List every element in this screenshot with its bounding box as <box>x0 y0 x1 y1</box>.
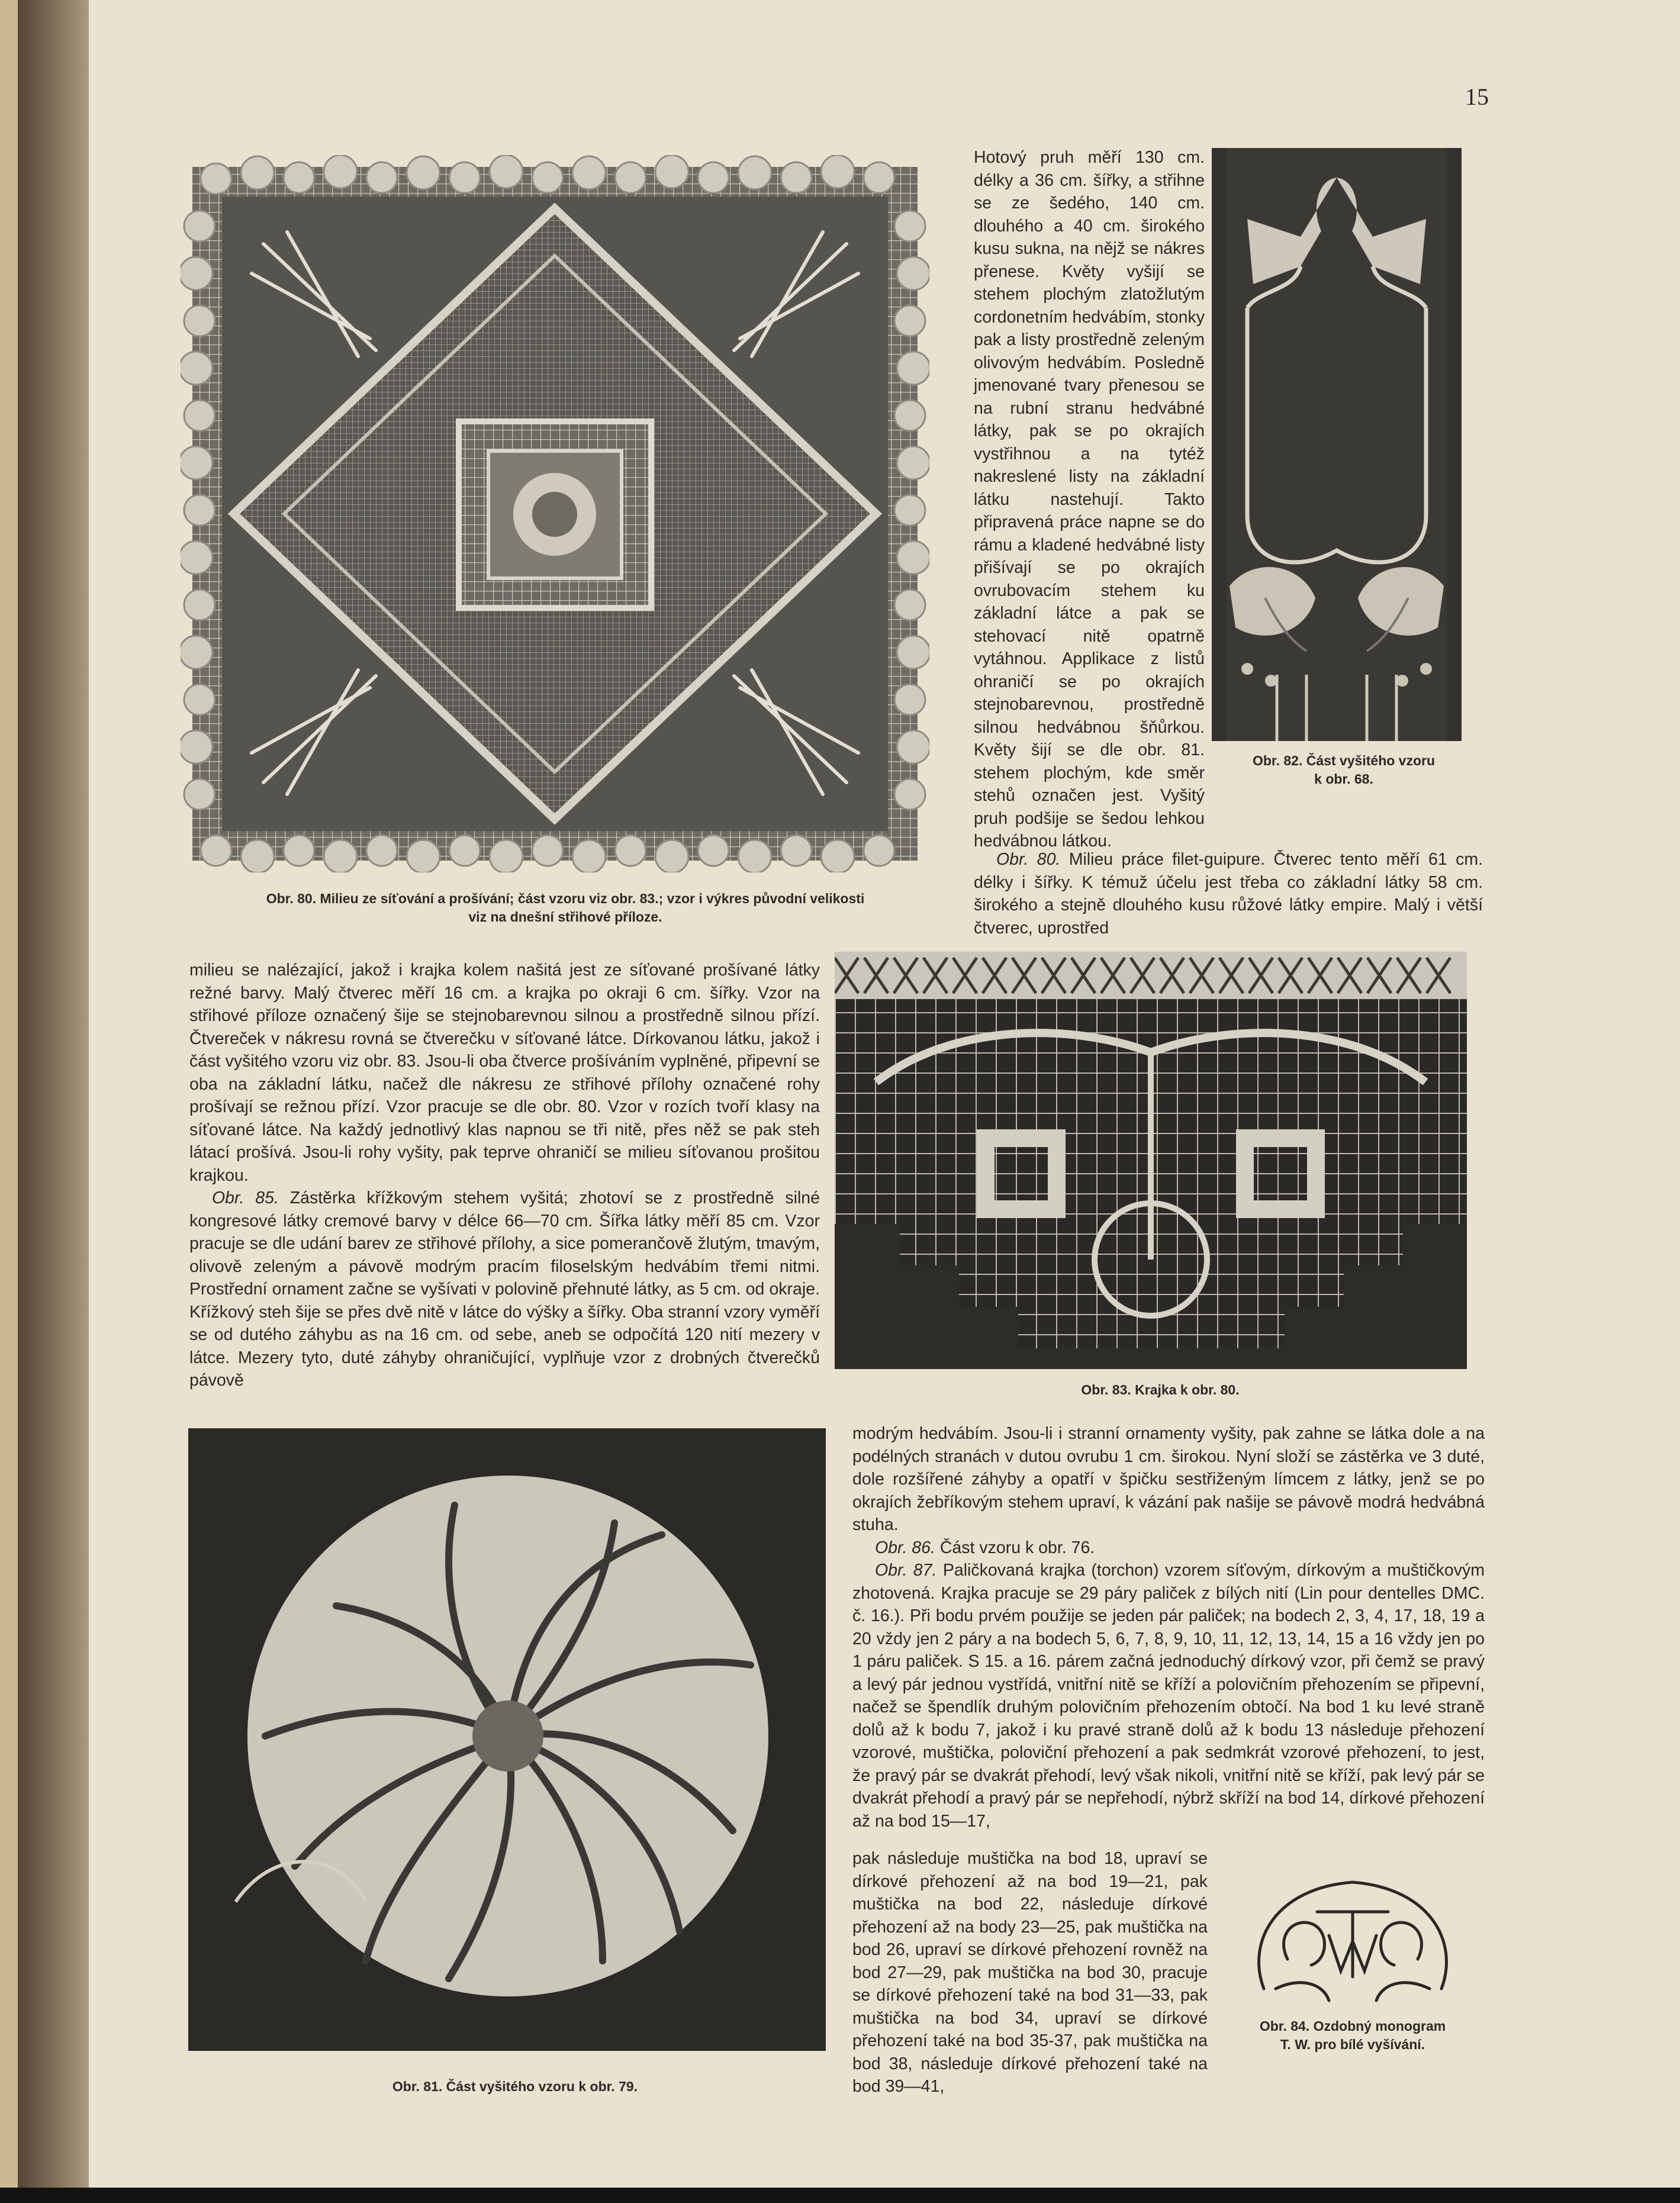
text-obr80 <box>974 848 1483 939</box>
text-block-2 <box>189 959 820 1392</box>
lace-photo <box>835 952 1467 1369</box>
figure-84-caption-line1: Obr. 84. Ozdobný monogram <box>1259 2018 1446 2034</box>
obr85-label: Obr. 85. <box>212 1189 279 1207</box>
figure-81-caption <box>308 2078 722 2096</box>
figure-80-caption <box>181 890 950 926</box>
obr87-label: Obr. 87. <box>875 1561 937 1580</box>
figure-83-caption-text: Obr. 83. Krajka k obr. 80. <box>1081 1382 1240 1397</box>
figure-84-monogram <box>1240 1870 1465 2012</box>
figure-81-embroidered-flower <box>188 1428 826 2051</box>
obr86-label: Obr. 86. <box>875 1538 935 1557</box>
figure-82-caption-line2: k obr. 68. <box>1314 771 1373 787</box>
paragraph-modrym: modrým hedvábím. Jsou-li i stranní ornamenty vyšity, pak zahne se látka dole a na podélných stranách v dutou ovrubu 1 cm. širokou. Nyní složí se zástěrka ve 3 duté, dole rozšířené záhyby a opatří v špičku sestřiženým límcem z látky, jenž se po okrajích žebříkovým stehem upraví, k vázání pak našije se pávově modrá hedvábná stuha. <box>852 1424 1485 1534</box>
figure-80-milieu <box>181 155 929 872</box>
figure-82-embroidered-band <box>1212 148 1462 741</box>
figure-80-caption-line1: Obr. 80. Milieu ze síťování a prošívání; část vzoru viz obr. 83.; vzor i výkres původní velikosti <box>266 891 865 906</box>
scan-bottom-edge <box>0 2188 1680 2203</box>
figure-81-caption-text: Obr. 81. Část vyšitého vzoru k obr. 79. <box>392 2079 638 2094</box>
obr80-label: Obr. 80. <box>996 850 1061 869</box>
figure-84-caption-line2: T. W. pro bílé vyšívání. <box>1280 2037 1425 2052</box>
paragraph-milieu: milieu se nalézající, jakož i krajka kolem našitá jest ze síťované prošívané látky režné barvy. Malý čtverec měří 16 cm. a krajka po okraji 6 cm. šířky. Vzor na střihové příloze označený šije se stejnobarevnou silnou a prostředně silnou přízí. Čtvereček v nákresu rovná se čtverečku v síťované látce. Dírkovanou látku, jakož i část vyšitého vzoru viz obr. 83. Jsou-li oba čtverce prošíváním vyplněné, připevní se oba na základní látku, načež dle nákresu ze střihové přílohy označené rohy prošívají se režnou přízí. Vzor pracuje se dle obr. 80. Vzor v rozích tvoří klasy na síťované látce. Na každý jednotlivý klas napnou se tři nitě, přes něž se pak steh látací prošívá. Jsou-li rohy vyšity, pak teprve ohraničí se milieu síťovanou prošitou krajkou. <box>189 961 820 1185</box>
paragraph-mustička: pak následuje muštička na bod 18, upraví se dírkové přehození až na bod 19—21, pak muštička na bod 22, následuje dírkové přehození až na body 23—25, pak muštička na bod 26, upraví se dírkové přehození rovněž na bod 27—29, pak muštička na bod 30, pracuje se dírkové přehození také na bod 31—33, pak muštička na bod 34, upraví se dírkové přehození také na bod 35-37, pak muštička na bod 38, následuje dírkové přehození také na bod 39—41, <box>852 1849 1208 2096</box>
figure-83-lace <box>835 952 1467 1369</box>
figure-82-caption-line1: Obr. 82. Část vyšitého vzoru <box>1252 753 1436 768</box>
paragraph-hotovy-pruh: Hotový pruh měří 130 cm. délky a 36 cm. šířky, a střihne se ze šedého, 140 cm. dlouhého a 40 cm. širokého kusu sukna, na nějž se nákres přenese. Květy vyšijí se stehem plochým zlatožlutým cordonetním hedvábím, stonky pak a listy prostředně zeleným olivovým hedvábím. Posledně jmenované tvary přenesou se na rubní stranu hedvábné látky, pak se po okrajích vystřihnou a na tytéž nakreslené listy na základní látku nastehují. Takto připravená práce napne se do rámu a kladené hedvábné listy přišívají se po okrajích ovrubovacím stehem ku základní látce a pak se stehovací nitě opatrně vytáhnou. Applikace z listů ohraničí se po okrajích stejnobarevnou, prostředně silnou hedvábnou šňůrkou. Květy šijí se dle obr. 81. stehem plochým, kde směr stehů označen jest. Vyšitý pruh podšije se šedou lehkou hedvábnou látkou. <box>974 148 1205 851</box>
flower-photo <box>188 1428 826 2051</box>
monogram-drawing <box>1240 1870 1465 2012</box>
milieu-photo <box>181 155 929 872</box>
obr86-text: Část vzoru k obr. 76. <box>939 1538 1095 1557</box>
obr80-text: Milieu práce filet-guipure. Čtverec tento měří 61 cm. délky i šířky. K témuž účelu jest třeba co základní látky 58 cm. širokého a stejně dlouhého kusu růžové látky empire. Malý i větší čtverec, uprostřed <box>974 850 1483 938</box>
page-number: 15 <box>1465 83 1489 110</box>
figure-82-caption <box>1237 752 1450 788</box>
figure-84-caption <box>1231 2017 1474 2054</box>
text-block-4 <box>852 1847 1208 2098</box>
figure-80-caption-line2: viz na dnešní střihové příloze. <box>468 909 662 925</box>
embroidered-band-photo <box>1212 148 1462 741</box>
figure-83-caption <box>1042 1381 1279 1399</box>
obr85-text: Zástěrka křížkovým stehem vyšitá; zhotoví se z prostředně silné kongresové látky cremové barvy v délce 66—70 cm. Šířka látky měří 85 cm. Vzor pracuje se dle udání barev ze střihové přílohy, a sice pomerančově žlutým, tmavým, olivově zeleným a pávově modrým pracím filoselským hedvábím třemi nitmi. Prostřední ornament začne se vyšívati v polovině přehnuté látky, as 5 cm. od okraje. Křížkový steh šije se přes dvě nitě v látce do výšky a šířky. Oba stranní vzory vyměří se od dutého záhybu as na 16 cm. od sebe, aneb se odpočítá 120 nití mezery v látce. Mezery tyto, duté záhyby ohraničující, vyplňuje vzor z drobných čtverečků pávově <box>189 1189 820 1390</box>
text-block-3 <box>852 1422 1485 1832</box>
obr87-text: Paličkovaná krajka (torchon) vzorem síťovým, dírkovým a muštičkovým zhotovená. Krajka pracuje se 29 páry paliček z bílých nití (Lin pour dentelles DMC. č. 16.). Při bodu prvém použije se jeden pár paliček; na bodech 2, 3, 4, 17, 18, 19 a 20 vždy jen 2 páry a na bodech 5, 6, 7, 8, 9, 10, 11, 12, 13, 14, 15 a 16 vždy jen po 1 páru paliček. S 15. a 16. párem začná jednoduchý dírkový vzor, při čemž se pravý a levý pár jednou vystřídá, vnitřní nitě se kříží a polovičním přehozením se připevní, načež se špendlík druhým polovičním přehozením obtočí. Na bod 1 ku levé straně dolů až k bodu 7, jakož i ku pravé straně dolů až k bodu 13 následuje přehození vzorové, muštička, poloviční přehození a pak sedmkrát vzorové přehození, to jest, že pravý pár se dvakrát přehodí, levý však nikoli, vnitřní nitě se kříží, pak levý pár se dvakrát přehodí a pravý pár se nepřehodí, nýbrž skříží na bod 14, dírkové přehození až na bod 15—17, <box>852 1561 1485 1831</box>
text-block-1 <box>974 146 1205 853</box>
